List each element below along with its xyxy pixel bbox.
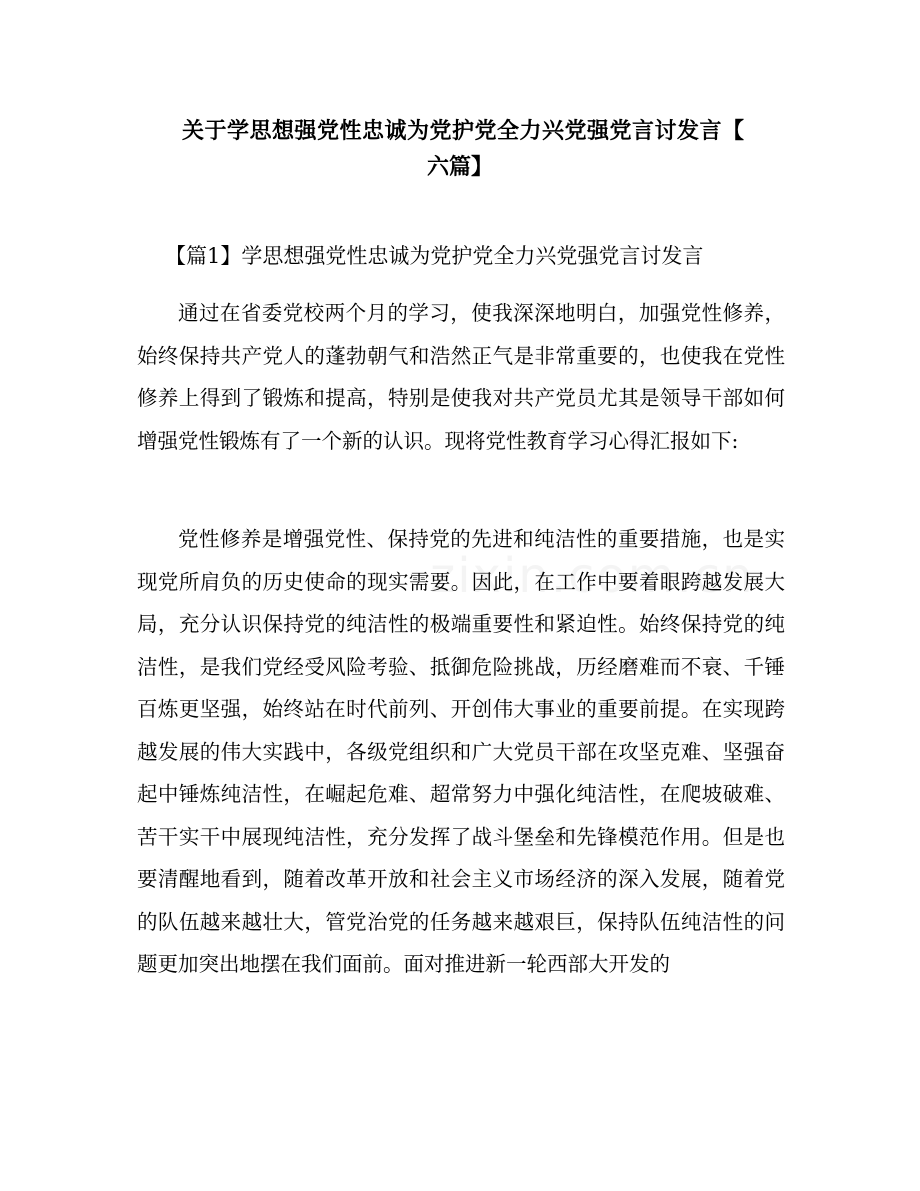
section-heading: 【篇1】学思想强党性忠诚为党护党全力兴党强党言讨发言 <box>165 244 704 268</box>
document-title-line-1: 关于学思想强党性忠诚为党护党全力兴党强党言讨发言【 <box>182 119 745 144</box>
document-title-line-2: 六篇】 <box>426 155 493 180</box>
body-paragraph-2: 党性修养是增强党性、保持党的先进和纯洁性的重要措施，也是实现党所肩负的历史使命的现实需要。因此，在工作中要着眼跨越发展大局，充分认识保持党的纯洁性的极端重要性和紧迫性。始终保持党的纯洁性，是我们党经受风险考验、抵御危险挑战，历经磨难而不衰、千锤百炼更坚强，始终站在时代前列、开创伟大事业的重要前提。在实现跨越发展的伟大实践中，各级党组织和广大党员干部在攻坚克难、坚强奋起中锤炼纯洁性，在崛起危难、超常努力中强化纯洁性，在爬坡破难、苦干实干中展现纯洁性，充分发挥了战斗堡垒和先锋模范作用。但是也要清醒地看到，随着改革开放和社会主义市场经济的深入发展，随着党的队伍越来越壮大，管党治党的任务越来越艰巨，保持队伍纯洁性的问题更加突出地摆在我们面前。面对推进新一轮西部大开发的 <box>137 527 785 976</box>
body-paragraph-1: 通过在省委党校两个月的学习，使我深深地明白，加强党性修养，始终保持共产党人的蓬勃朝气和浩然正气是非常重要的，也使我在党性修养上得到了锻炼和提高，特别是使我对共产党员尤其是领导干部如何增强党性锻炼有了一个新的认识。现将党性教育学习心得汇报如下: <box>137 301 785 453</box>
